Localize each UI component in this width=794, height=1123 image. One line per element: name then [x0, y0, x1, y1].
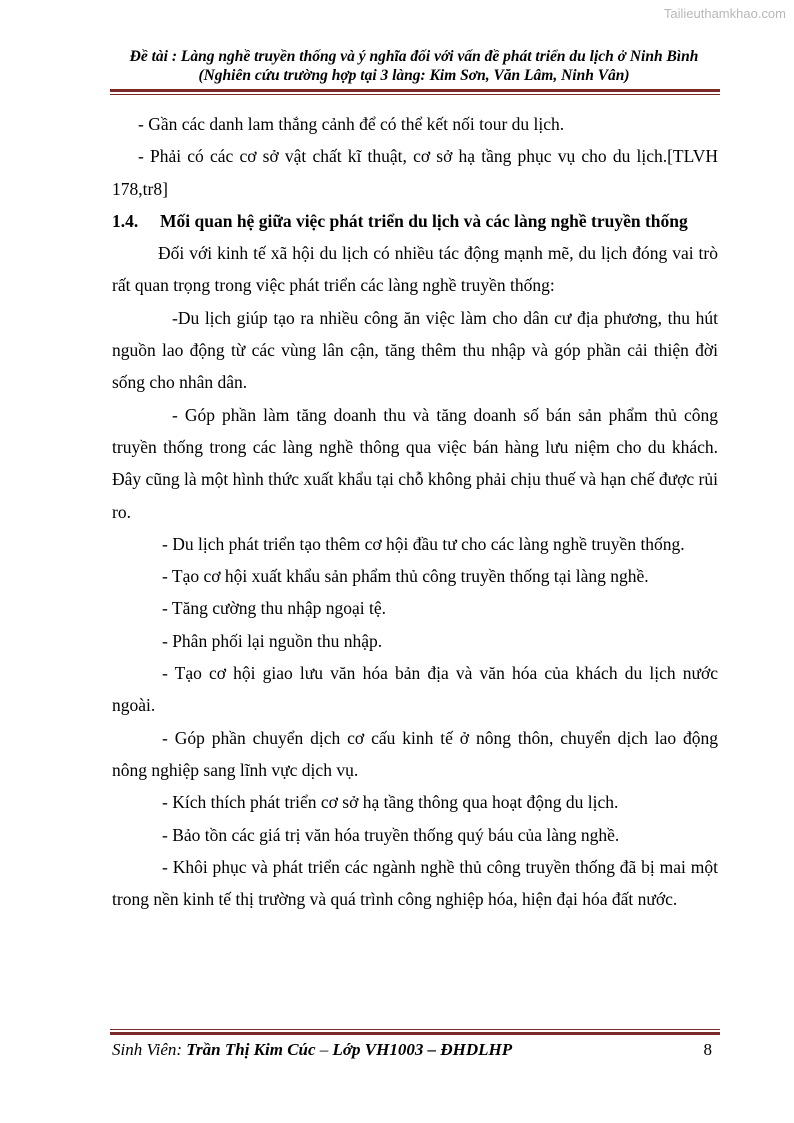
paragraph: - Gần các danh lam thắng cảnh để có thể kết nối tour du lịch. — [138, 114, 565, 134]
paragraph: - Phải có các cơ sở vật chất kĩ thuật, cơ sở hạ tầng phục vụ cho du lịch.[TLVH 178,tr8] — [112, 146, 718, 199]
section-title: Mối quan hệ giữa việc phát triển du lịch và các làng nghề truyền thống — [160, 210, 688, 231]
page-header — [110, 47, 718, 85]
paragraph: Đối với kinh tế xã hội du lịch có nhiều tác động mạnh mẽ, du lịch đóng vai trò rất quan trọng trong việc phát triển các làng nghề truyền thống: — [112, 243, 718, 296]
paragraph: - Bảo tồn các giá trị văn hóa truyền thống quý báu của làng nghề. — [162, 824, 620, 845]
header-rule — [110, 89, 720, 92]
footer-rule — [110, 1032, 720, 1035]
page-number: 8 — [703, 1040, 712, 1059]
student-name: Trần Thị Kim Cúc — [186, 1040, 316, 1059]
paragraph: - Du lịch phát triển tạo thêm cơ hội đầu tư cho các làng nghề truyền thống. — [162, 533, 685, 554]
paragraph: - Tạo cơ hội xuất khẩu sản phẩm thủ công truyền thống tại làng nghề. — [162, 566, 649, 587]
page-footer — [112, 1040, 712, 1060]
paragraph: - Góp phần làm tăng doanh thu và tăng doanh số bán sản phẩm thủ công truyền thống trong các làng nghề thông qua việc bán hàng lưu niệm cho du khách. Đây cũng là một hình thức xuất khẩu tại chỗ không phải chịu thuế và hạn chế được rủi ro. — [112, 404, 718, 522]
header-subtitle: (Nghiên cứu trường hợp tại 3 làng: Kim Sơn, Văn Lâm, Ninh Vân) — [198, 67, 630, 84]
page-body — [112, 108, 718, 915]
paragraph: - Kích thích phát triển cơ sở hạ tầng thông qua hoạt động du lịch. — [162, 792, 619, 813]
footer-rule-thin — [110, 1029, 720, 1030]
header-title: Đề tài : Làng nghề truyền thống và ý nghĩa đối với vấn đề phát triển du lịch ở Ninh Bình — [129, 48, 699, 65]
section-heading — [112, 205, 718, 237]
header-rule-thin — [110, 94, 720, 95]
class-info: Lớp VH1003 – ĐHDLHP — [332, 1040, 513, 1059]
paragraph: -Du lịch giúp tạo ra nhiều công ăn việc làm cho dân cư địa phương, thu hút nguồn lao động từ các vùng lân cận, tăng thêm thu nhập và góp phần cải thiện đời sống cho nhân dân. — [112, 307, 718, 393]
paragraph: - Góp phần chuyển dịch cơ cấu kinh tế ở nông thôn, chuyển dịch lao động nông nghiệp sang lĩnh vực dịch vụ. — [112, 727, 718, 780]
paragraph: - Phân phối lại nguồn thu nhập. — [162, 630, 383, 651]
paragraph: - Tăng cường thu nhập ngoại tệ. — [162, 598, 386, 619]
watermark: Tailieuthamkhao.com — [663, 6, 786, 21]
paragraph: - Khôi phục và phát triển các ngành nghề thủ công truyền thống đã bị mai một trong nền kinh tế thị trường và quá trình công nghiệp hóa, hiện đại hóa đất nước. — [112, 856, 718, 910]
paragraph: - Tạo cơ hội giao lưu văn hóa bản địa và văn hóa của khách du lịch nước ngoài. — [112, 663, 718, 716]
footer-separator: – — [315, 1040, 333, 1059]
section-number: 1.4. — [112, 210, 139, 231]
footer-label: Sinh Viên: — [112, 1040, 187, 1059]
